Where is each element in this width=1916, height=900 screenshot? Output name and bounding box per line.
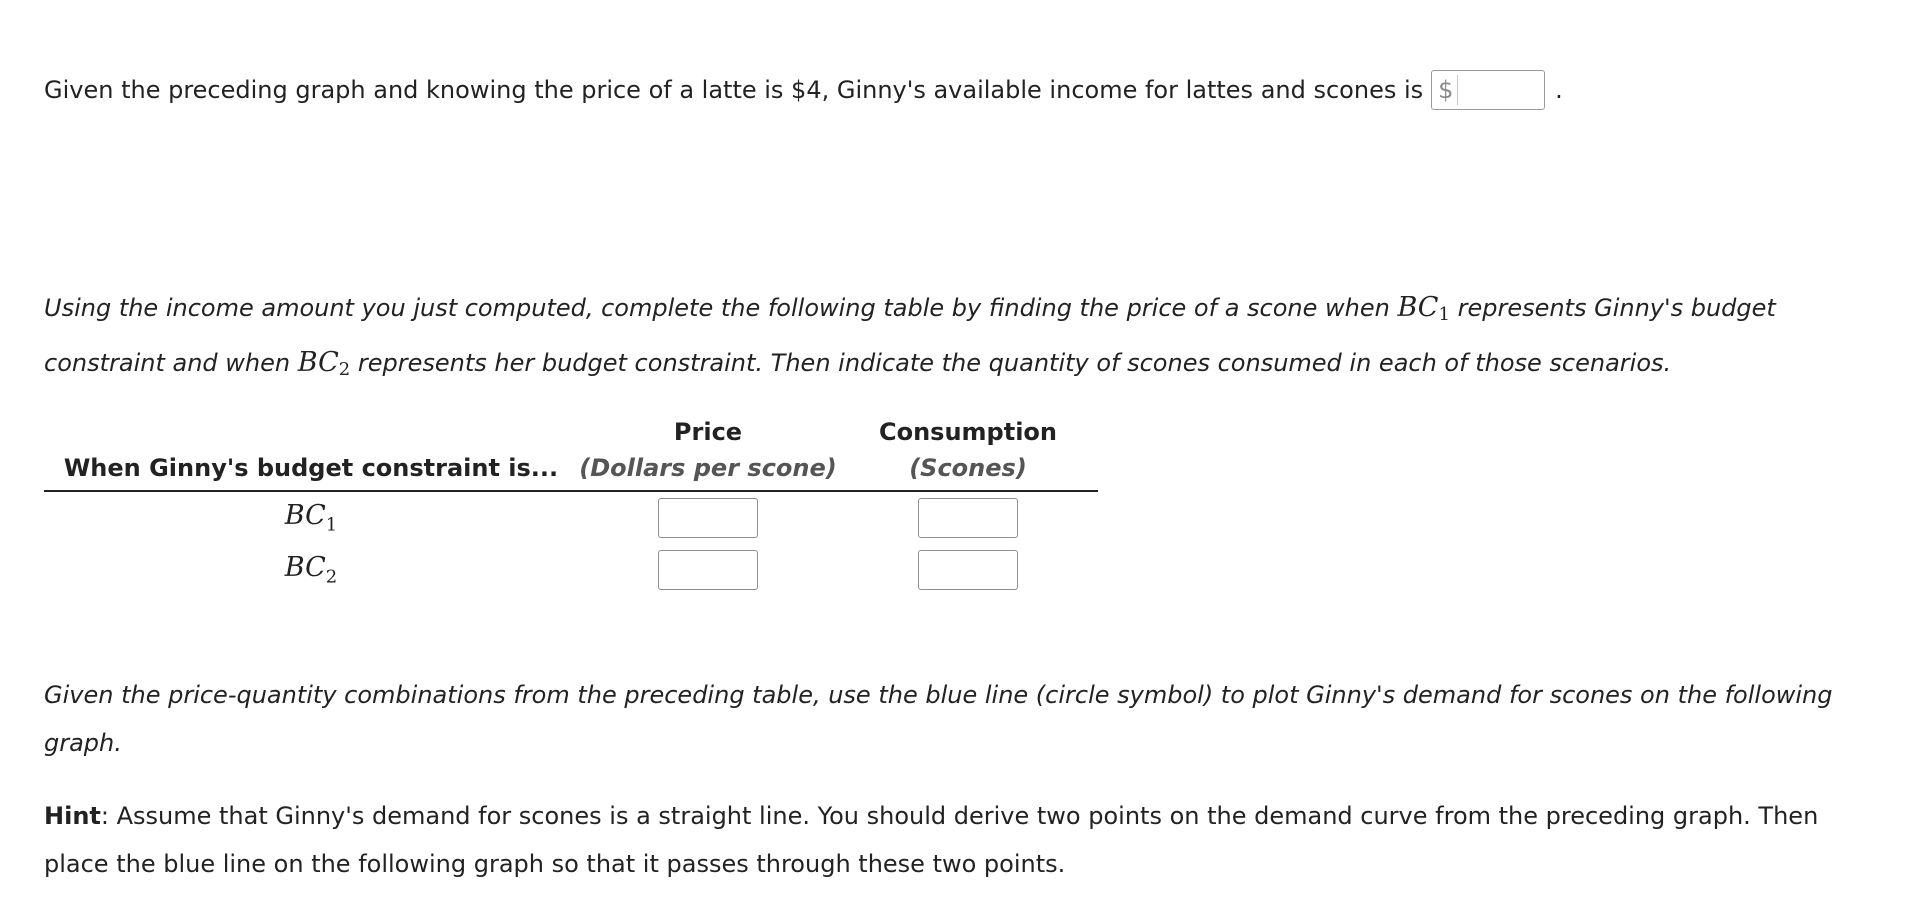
hint-text: : Assume that Ginny's demand for scones is a straight line. You should derive two points on the demand curve from the preceding graph. Then place the blue line on the following graph so that it passes through these two points. xyxy=(44,802,1819,878)
header-price-units: (Dollars per scone) xyxy=(578,446,838,491)
price-input-box-bc1[interactable] xyxy=(658,498,758,538)
instructions-part1: Using the income amount you just computed, complete the following table by finding the price of a scone when xyxy=(44,294,1390,322)
consumption-cell-bc1 xyxy=(838,491,1098,544)
bc2-symbol: $BC_2$ xyxy=(297,347,351,380)
price-cell-bc1 xyxy=(578,491,838,544)
instructions-part2: represents Ginny's budget constraint and when xyxy=(44,294,1776,377)
consumption-input-box-bc1[interactable] xyxy=(918,498,1018,538)
consumption-input-box-bc2[interactable] xyxy=(918,550,1018,590)
hint-label: Hint xyxy=(44,802,101,830)
income-input-box[interactable] xyxy=(1431,70,1545,110)
header-consumption-units: (Scones) xyxy=(838,446,1098,491)
price-input-bc1[interactable] xyxy=(661,499,755,535)
consumption-input-bc1[interactable] xyxy=(921,499,1015,535)
income-question-text: Given the preceding graph and knowing the price of a latte is $4, Ginny's available income for lattes and scones is xyxy=(44,76,1424,104)
bc1-symbol: $BC_1$ xyxy=(1397,292,1450,325)
income-question xyxy=(44,66,1563,114)
table-header-top xyxy=(44,402,1098,446)
instructions-part3: represents her budget constraint. Then indicate the quantity of scones consumed in each of those scenarios. xyxy=(357,349,1672,377)
consumption-input-bc2[interactable] xyxy=(921,551,1015,587)
row-label-bc2: $BC_2$ xyxy=(284,552,338,588)
dollar-sign: $ xyxy=(1438,75,1458,105)
budget-table xyxy=(44,402,1098,596)
consumption-cell-bc2 xyxy=(838,544,1098,596)
price-input-bc2[interactable] xyxy=(661,551,755,587)
table-row xyxy=(44,544,1098,596)
hint-paragraph xyxy=(44,792,1874,888)
graph-instructions: Given the price-quantity combinations from the preceding table, use the blue line (circle symbol) to plot Ginny's demand for scones on the following graph. xyxy=(44,681,1833,757)
header-col1-spacer xyxy=(44,402,578,446)
row-label-bc1: $BC_1$ xyxy=(284,500,338,536)
income-period: . xyxy=(1555,76,1563,104)
price-input-box-bc2[interactable] xyxy=(658,550,758,590)
table-header-sub xyxy=(44,446,1098,491)
table-instructions xyxy=(44,284,1874,394)
income-input[interactable] xyxy=(1458,77,1532,104)
price-cell-bc2 xyxy=(578,544,838,596)
table-row xyxy=(44,491,1098,544)
header-budget-constraint: When Ginny's budget constraint is... xyxy=(44,446,578,491)
header-consumption: Consumption xyxy=(878,418,1058,446)
header-price: Price xyxy=(673,418,743,446)
